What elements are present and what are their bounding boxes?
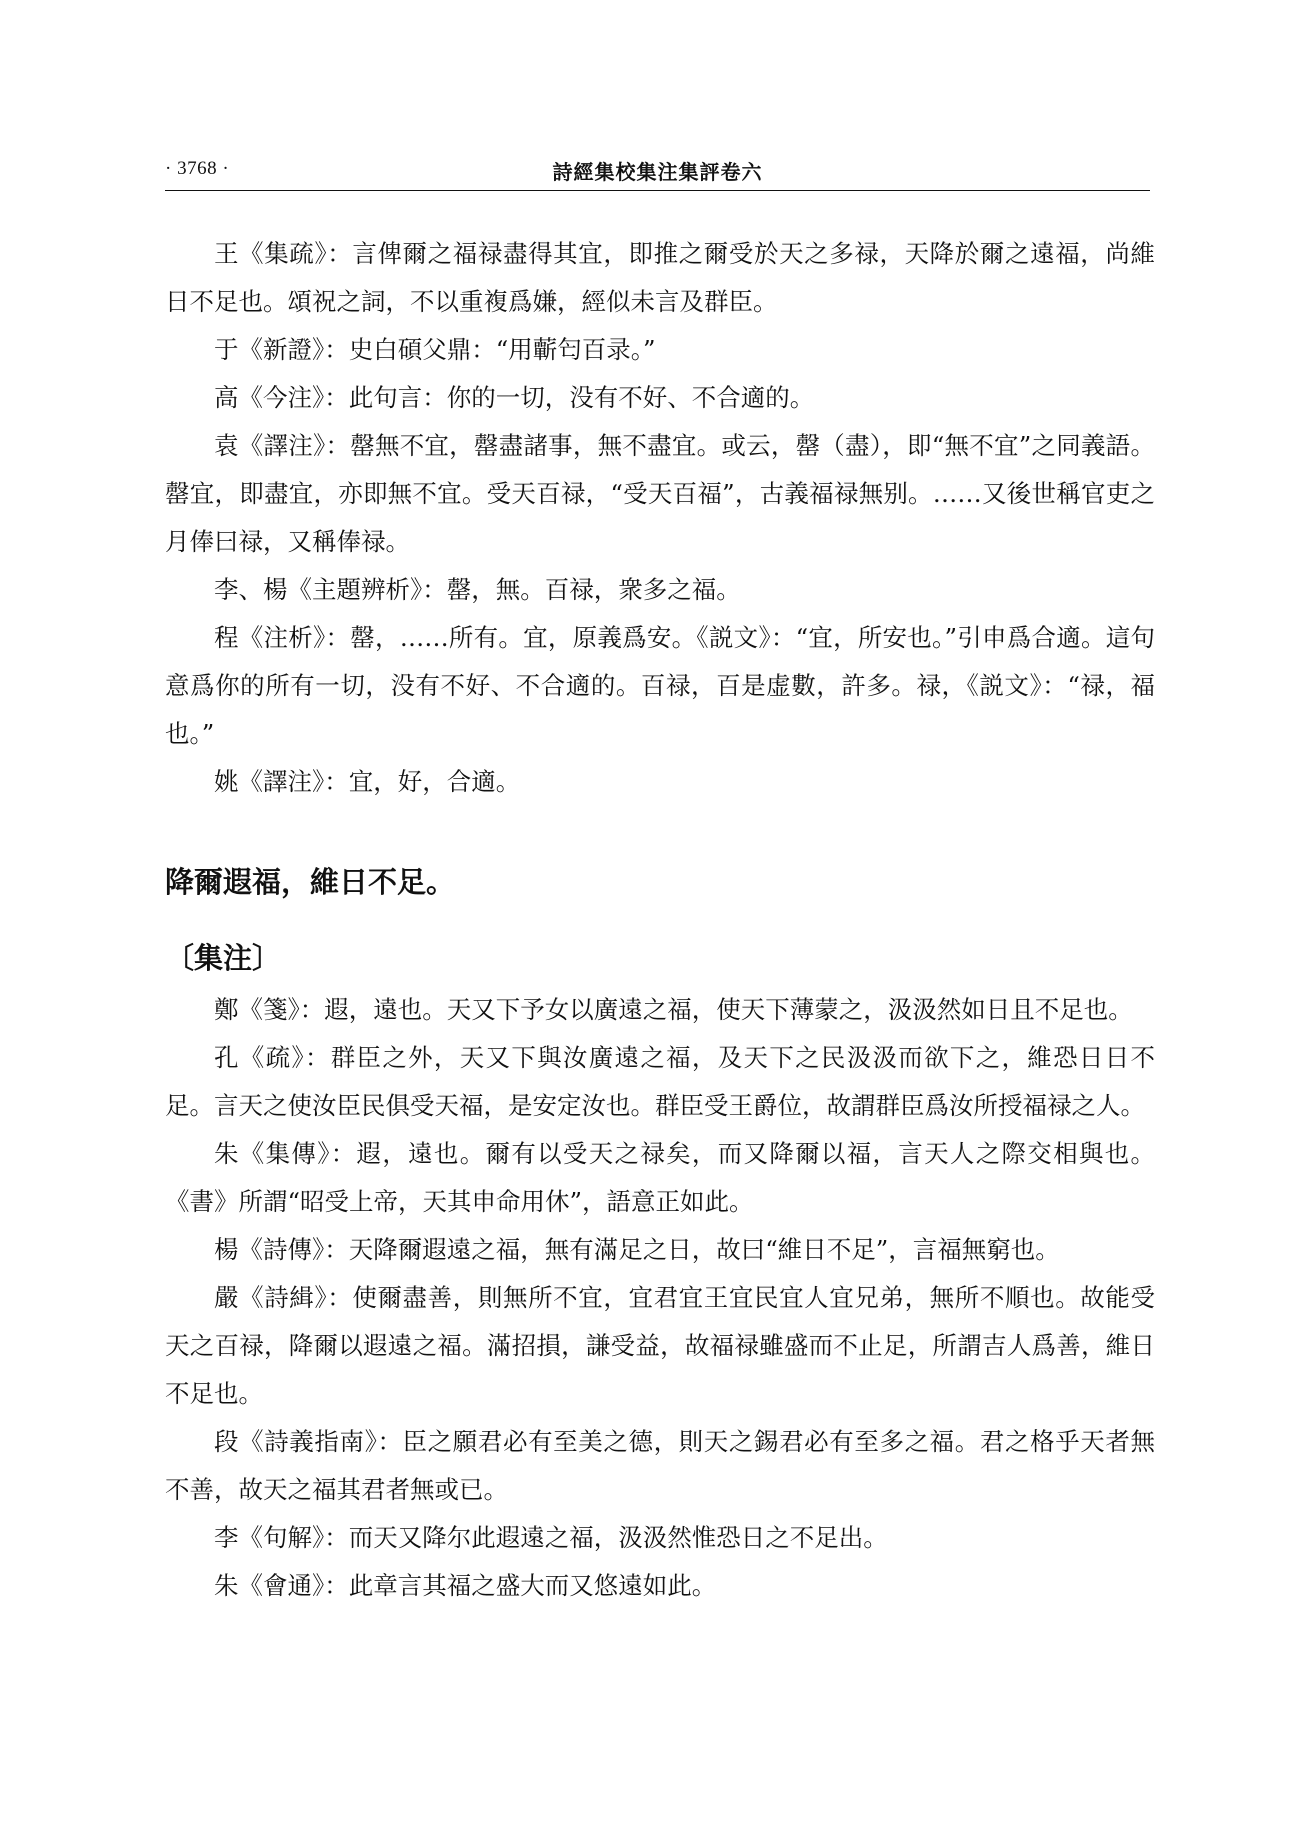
commentary-paragraph: 王《集疏》：言俾爾之福禄盡得其宜，即推之爾受於天之多禄，天降於爾之遠福，尚維日不足也。頌祝之詞，不以重複爲嫌，經似未言及群臣。 xyxy=(165,239,1155,316)
annotation-paragraph: 嚴《詩緝》：使爾盡善，則無所不宜，宜君宜王宜民宜人宜兄弟，無所不順也。故能受天之百禄，降爾以遐遠之福。滿招損，謙受益，故福禄雖盛而不止足，所謂吉人爲善，維日不足也。 xyxy=(165,1283,1155,1408)
page-body xyxy=(165,230,1155,1610)
page-header xyxy=(165,156,1150,191)
commentary-paragraph: 姚《譯注》：宜，好，合適。 xyxy=(214,767,521,796)
annotation-paragraph: 朱《集傳》：遐，遠也。爾有以受天之禄矣，而又降爾以福，言天人之際交相與也。《書》所謂“昭受上帝，天其申命用休”，語意正如此。 xyxy=(165,1139,1155,1216)
annotation-paragraph: 楊《詩傳》：天降爾遐遠之福，無有滿足之日，故曰“維日不足”，言福無窮也。 xyxy=(214,1235,1060,1264)
page-number: · 3768 · xyxy=(165,158,230,179)
commentary-paragraph: 高《今注》：此句言：你的一切，没有不好、不合適的。 xyxy=(214,383,815,412)
annotation-paragraph: 朱《會通》：此章言其福之盛大而又悠遠如此。 xyxy=(214,1571,717,1600)
annotation-paragraph: 鄭《箋》：遐，遠也。天又下予女以廣遠之福，使天下薄蒙之，汲汲然如日且不足也。 xyxy=(214,995,1133,1024)
running-title: 詩經集校集注集評卷六 xyxy=(552,160,763,184)
section-label: 〔集注〕 xyxy=(165,941,282,975)
commentary-paragraph: 程《注析》：罄，……所有。宜，原義爲安。《説文》：“宜，所安也。”引申爲合適。這句意爲你的所有一切，没有不好、不合適的。百禄，百是虚數，許多。禄，《説文》：“禄，福也。” xyxy=(165,623,1155,748)
commentary-paragraph: 于《新證》：史白碩父鼎：“用蘄匄百录。” xyxy=(214,335,656,364)
annotation-paragraph: 李《句解》：而天又降尔此遐遠之福，汲汲然惟恐日之不足出。 xyxy=(214,1523,888,1552)
annotation-paragraph: 孔《疏》：群臣之外，天又下與汝廣遠之福，及天下之民汲汲而欲下之，維恐日日不足。言天之使汝臣民俱受天福，是安定汝也。群臣受王爵位，故謂群臣爲汝所授福禄之人。 xyxy=(165,1043,1155,1120)
verse-heading: 降爾遐福，維日不足。 xyxy=(165,865,456,899)
commentary-paragraph: 李、楊《主題辨析》：罄，無。百禄，衆多之福。 xyxy=(214,575,741,604)
annotation-paragraph: 段《詩義指南》：臣之願君必有至美之德，則天之錫君必有至多之福。君之格乎天者無不善，故天之福其君者無或已。 xyxy=(165,1427,1155,1504)
commentary-paragraph: 袁《譯注》：罄無不宜，罄盡諸事，無不盡宜。或云，罄（盡），即“無不宜”之同義語。罄宜，即盡宜，亦即無不宜。受天百禄，“受天百福”，古義福禄無别。……又後世稱官吏之月俸曰禄，又稱俸禄。 xyxy=(165,431,1155,556)
